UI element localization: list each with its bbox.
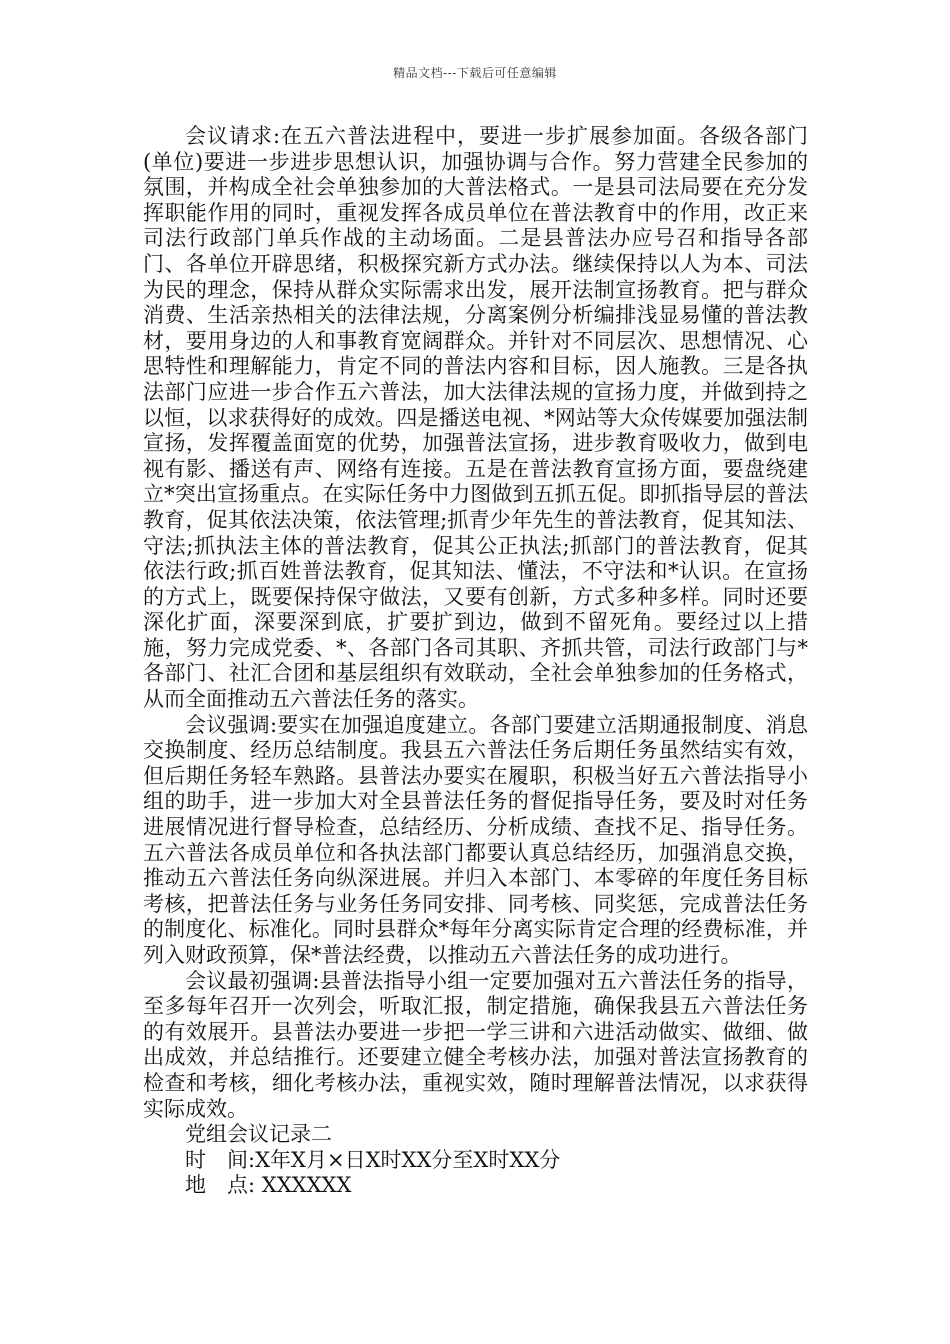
document-body xyxy=(143,124,808,1199)
page-header: 精品文档---下载后可任意编辑 xyxy=(393,66,557,80)
section-title: 党组会议记录二 xyxy=(185,1122,332,1147)
paragraph-meeting-request: 会议请求:在五六普法进程中，要进一步扩展参加面。各级各部门(单位)要进一步进步思想认识，加强协调与合作。努力营建全民参加的氛围，并构成全社会单独参加的大普法格式。一是县司法局要在充分发挥职能作用的同时，重视发挥各成员单位在普法教育中的作用，改正来司法行政部门单兵作战的主动场面。二是县普法办应号召和指导各部门、各单位开辟思绪，积极探究新方式办法。继续保持以人为本、司法为民的理念，保持从群众实际需求出发，展开法制宣扬教育。把与群众消费、生活亲热相关的法律法规，分离案例分析编排浅显易懂的普法教材，要用身边的人和事教育宽阔群众。并针对不同层次、思想情况、心思特性和理解能力，肯定不同的普法内容和目标，因人施教。三是各执法部门应进一步合作五六普法，加大法律法规的宣扬力度，并做到持之以恒，以求获得好的成效。四是播送电视、*网站等大众传媒要加强法制宣扬，发挥覆盖面宽的优势，加强普法宣扬，进步教育吸收力，做到电视有影、播送有声、网络有连接。五是在普法教育宣扬方面，要盘绕建立*突出宣扬重点。在实际任务中力图做到五抓五促。即抓指导层的普法教育，促其依法决策，依法管理;抓青少年先生的普法教育，促其知法、守法;抓执法主体的普法教育，促其公正执法;抓部门的普法教育，促其依法行政;抓百姓普法教育，促其知法、懂法，不守法和*认识。在宣扬的方式上，既要保持保守做法，又要有创新，方式多种多样。同时还要深化扩面，深要深到底，扩要扩到边，做到不留死角。要经过以上措施，努力完成党委、*、各部门各司其职、齐抓共管，司法行政部门与*各部门、社汇合团和基层组织有效联动，全社会单独参加的任务格式，从而全面推动五六普法任务的落实。 xyxy=(143,124,808,712)
paragraph-meeting-final-emphasis: 会议最初强调:县普法指导小组一定要加强对五六普法任务的指导，至多每年召开一次列会，听取汇报，制定措施，确保我县五六普法任务的有效展开。县普法办要进一步把一学三讲和六进活动做实、做细、做出成效，并总结推行。还要建立健全考核办法，加强对普法宣扬教育的检查和考核，细化考核办法，重视实效，随时理解普法情况，以求获得实际成效。 xyxy=(143,968,808,1121)
meeting-place: 地 点: XXXXXX xyxy=(185,1173,352,1198)
meeting-time: 时 间:X年X月×日X时XX分至X时XX分 xyxy=(185,1147,561,1172)
paragraph-meeting-emphasis: 会议强调:要实在加强追度建立。各部门要建立活期通报制度、消息交换制度、经历总结制度。我县五六普法任务后期任务虽然结实有效，但后期任务轻车熟路。县普法办要实在履职，积极当好五六普法指导小组的助手，进一步加大对全县普法任务的督促指导任务，要及时对任务进展情况进行督导检查，总结经历、分析成绩、查找不足、指导任务。五六普法各成员单位和各执法部门都要认真总结经历，加强消息交换，推动五六普法任务向纵深进展。并归入本部门、本零碎的年度任务目标考核，把普法任务与业务任务同安排、同考核、同奖惩，完成普法任务的制度化、标准化。同时县群众*每年分离实际肯定合理的经费标准，并列入财政预算，保*普法经费，以推动五六普法任务的成功进行。 xyxy=(143,712,808,967)
